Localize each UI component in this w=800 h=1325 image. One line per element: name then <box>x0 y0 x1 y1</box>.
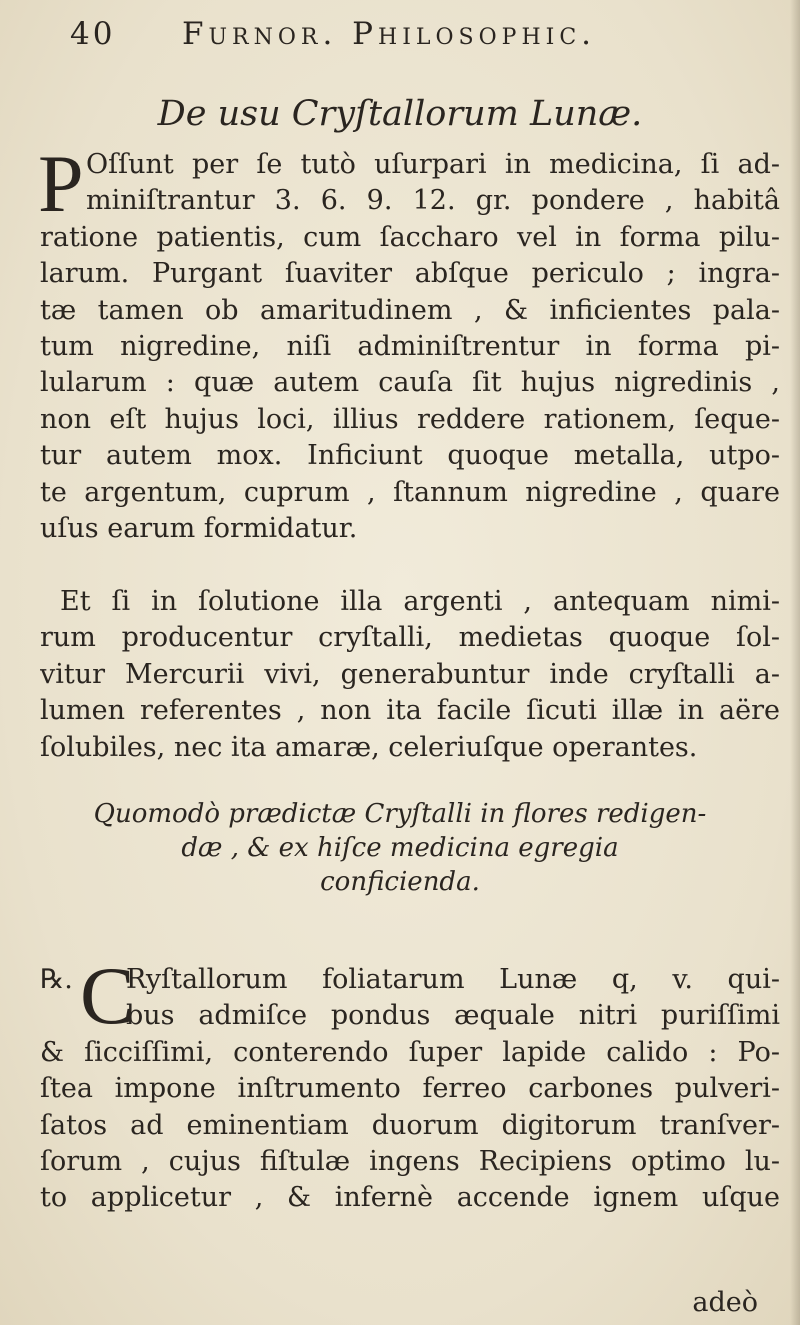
text-line: tum nigredine, niſi adminiſtrentur in forma pi- <box>40 330 780 362</box>
text-line: larum. Purgant ſuaviter abſque periculo ; ingra- <box>40 258 780 290</box>
section-heading-quomodo-2: dæ , & ex hiſce medicina egregia <box>181 833 619 863</box>
section-heading-quomodo-3: conficienda. <box>320 867 480 897</box>
paragraph-recipe <box>40 962 780 1217</box>
drop-cap-p: P <box>38 138 84 229</box>
text-line: tæ tamen ob amaritudinem , & inficientes pala- <box>40 294 780 326</box>
text-line: to applicetur , & infernè accende ignem uſque <box>40 1182 780 1214</box>
text-line: bus admiſce pondus æquale nitri puriſſimi <box>126 1000 780 1032</box>
text-line: ſolubiles, nec ita amaræ, celeriuſque operantes. <box>40 731 698 763</box>
text-line: ſtea impone inſtrumento ferreo carbones pulveri- <box>40 1073 780 1105</box>
text-line: ratione patientis, cum ſaccharo vel in forma pilu- <box>40 221 780 253</box>
page-edge-shadow <box>790 0 800 1325</box>
text-line: ſorum , cujus fiſtulæ ingens Recipiens optimo lu- <box>40 1145 780 1177</box>
text-line: te argentum, cuprum , ſtannum nigredine , quare <box>40 476 780 508</box>
text-line: rum producentur cryſtalli, medietas quoque ſol- <box>40 622 780 654</box>
text-line: ſatos ad eminentiam duorum digitorum tranſver- <box>40 1109 780 1141</box>
paragraph-solutione <box>40 584 780 766</box>
text-line: Ryſtallorum foliatarum Lunæ q, v. qui- <box>126 964 780 995</box>
text-line: Oſſunt per ſe tutò uſurpari in medicina, ſi ad- <box>86 149 780 180</box>
section-heading-usu: De usu Cryſtallorum Lunæ. <box>157 94 643 134</box>
paragraph-usu <box>40 147 780 547</box>
text-line: vitur Mercurii vivi, generabuntur inde cryſtalli a- <box>40 658 780 690</box>
text-line: & ſicciſſimi, conterendo ſuper lapide calido : Po- <box>40 1036 780 1068</box>
text-line: Et ſi in ſolutione illa argenti , antequam nimi- <box>60 586 780 617</box>
running-head <box>70 14 760 54</box>
drop-cap-c: C <box>80 950 135 1041</box>
catchword: adeò <box>692 1287 758 1318</box>
text-line: non eſt hujus loci, illius reddere rationem, ſeque- <box>40 403 780 435</box>
text-line: uſus earum formidatur. <box>40 512 358 544</box>
running-title: Furnor. Philosophic. <box>182 16 597 52</box>
section-heading-quomodo-1: Quomodò prædictæ Cryſtalli in flores redigen- <box>93 799 707 829</box>
text-line: lumen referentes , non ita facile ſicuti illæ in aëre <box>40 695 780 727</box>
recipe-mark: ℞. <box>40 964 73 995</box>
text-line: tur autem mox. Inficiunt quoque metalla, utpo- <box>40 440 780 472</box>
text-line: miniſtrantur 3. 6. 9. 12. gr. pondere , habitâ <box>86 185 780 217</box>
page-number: 40 <box>70 16 116 52</box>
text-line: lularum : quæ autem cauſa ſit hujus nigredinis , <box>40 367 780 399</box>
